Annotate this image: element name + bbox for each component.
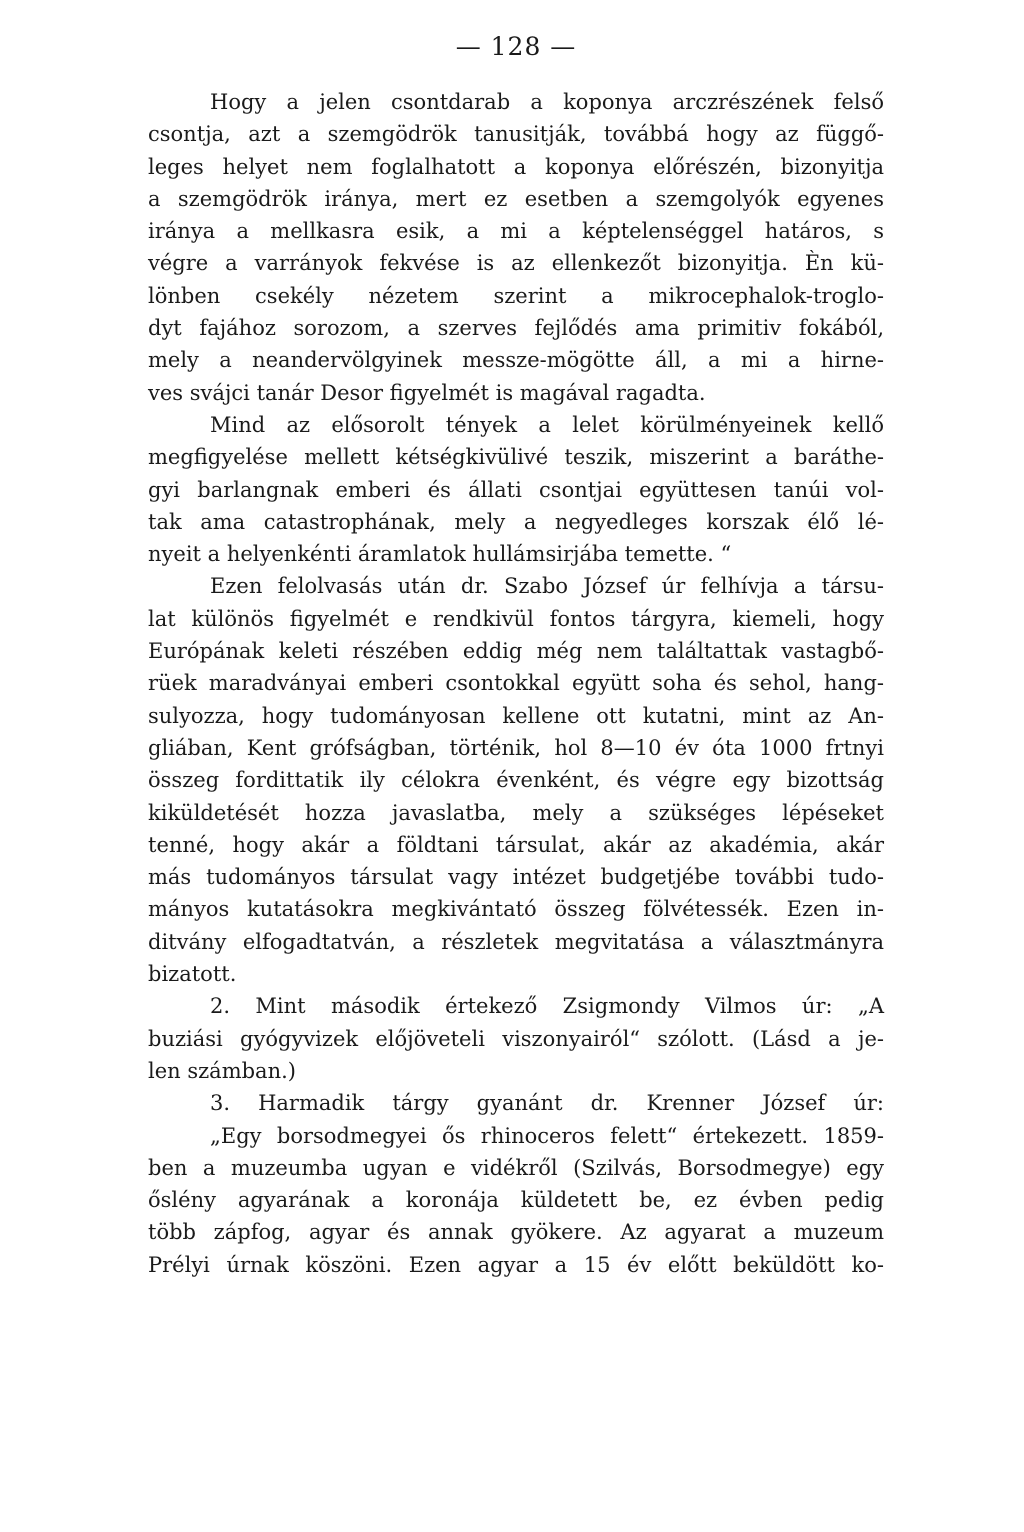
text-line: Ezen felolvasás után dr. Szabo József úr felhívja a társu- (210, 574, 884, 599)
text-line: megfigyelése mellett kétségkivülivé teszik, miszerint a baráthe- (148, 445, 884, 470)
text-line: buziási gyógyvizek előjöveteli viszonyairól“ szólott. (Lásd a je- (148, 1026, 884, 1051)
text-line: Prélyi úrnak köszöni. Ezen agyar a 15 év előtt beküldött ko- (148, 1252, 884, 1277)
text-line: sulyozza, hogy tudományosan kellene ott kutatni, mint az An- (148, 703, 884, 728)
text-line: „Egy borsodmegyei ős rhinoceros felett“ értekezett. 1859- (210, 1123, 884, 1148)
text-line: gliában, Kent grófságban, történik, hol 8—10 év óta 1000 frtnyi (148, 735, 884, 760)
text-line: len számban.) (148, 1058, 296, 1083)
text-line: lönben csekély nézetem szerint a mikrocephalok-troglo- (148, 283, 884, 308)
text-line: mely a neandervölgyinek messze-mögötte áll, a mi a hirne- (148, 348, 884, 373)
body-text (148, 86, 884, 1281)
text-line: összeg fordittatik ily célokra évenként, és végre egy bizottság (148, 768, 884, 793)
text-line: Mind az elősorolt tények a lelet körülményeinek kellő (210, 412, 884, 437)
text-line: ves svájci tanár Desor figyelmét is magával ragadta. (148, 380, 706, 405)
page-number: — 128 — (455, 32, 577, 61)
text-line: leges helyet nem foglalhatott a koponya előrészén, bizonyitja (148, 154, 884, 179)
text-line: iránya a mellkasra esik, a mi a képtelenséggel határos, s (148, 219, 884, 244)
text-line: végre a varrányok fekvése is az ellenkezőt bizonyitja. Èn kü- (148, 251, 884, 276)
text-line: ben a muzeumba ugyan e vidékről (Szilvás, Borsodmegye) egy (148, 1155, 884, 1180)
text-line: Európának keleti részében eddig még nem találtattak vastagbő- (148, 639, 884, 664)
text-line: ditvány elfogadtatván, a részletek megvitatása a választmányra (148, 929, 884, 954)
text-line: őslény agyarának a koronája küldetett be, ez évben pedig (148, 1188, 884, 1213)
text-line: dyt fajához sorozom, a szerves fejlődés ama primitiv fokából, (148, 316, 884, 341)
text-line: tak ama catastrophának, mely a negyedleges korszak élő lé- (148, 509, 884, 534)
text-line: Hogy a jelen csontdarab a koponya arczrészének felső (210, 90, 884, 114)
text-line: kiküldetését hozza javaslatba, mely a szükséges lépéseket (148, 800, 884, 825)
text-line: más tudományos társulat vagy intézet budgetjébe további tudo- (148, 865, 884, 890)
text-line: csontja, azt a szemgödrök tanusitják, továbbá hogy az függő- (148, 122, 884, 147)
text-line: több zápfog, agyar és annak gyökere. Az agyarat a muzeum (148, 1220, 884, 1245)
text-line: mányos kutatásokra megkivántató összeg fölvétessék. Ezen in- (148, 897, 884, 922)
text-line: lat különös figyelmét e rendkivül fontos tárgyra, kiemeli, hogy (148, 606, 884, 631)
text-line: gyi barlangnak emberi és állati csontjai együttesen tanúi vol- (148, 477, 884, 502)
text-line: a szemgödrök iránya, mert ez esetben a szemgolyók egyenes (148, 186, 884, 211)
text-line: 3. Harmadik tárgy gyanánt dr. Krenner József úr: (210, 1091, 884, 1116)
text-line: nyeit a helyenkénti áramlatok hullámsirjába temette. “ (148, 542, 732, 567)
text-line: 2. Mint második értekező Zsigmondy Vilmos úr: „A (210, 994, 884, 1019)
text-line: bizatott. (148, 962, 237, 987)
text-line: tenné, hogy akár a földtani társulat, akár az akadémia, akár (148, 832, 884, 857)
text-line: rüek maradványai emberi csontokkal együtt soha és sehol, hang- (148, 671, 884, 696)
document-page (148, 30, 884, 1281)
